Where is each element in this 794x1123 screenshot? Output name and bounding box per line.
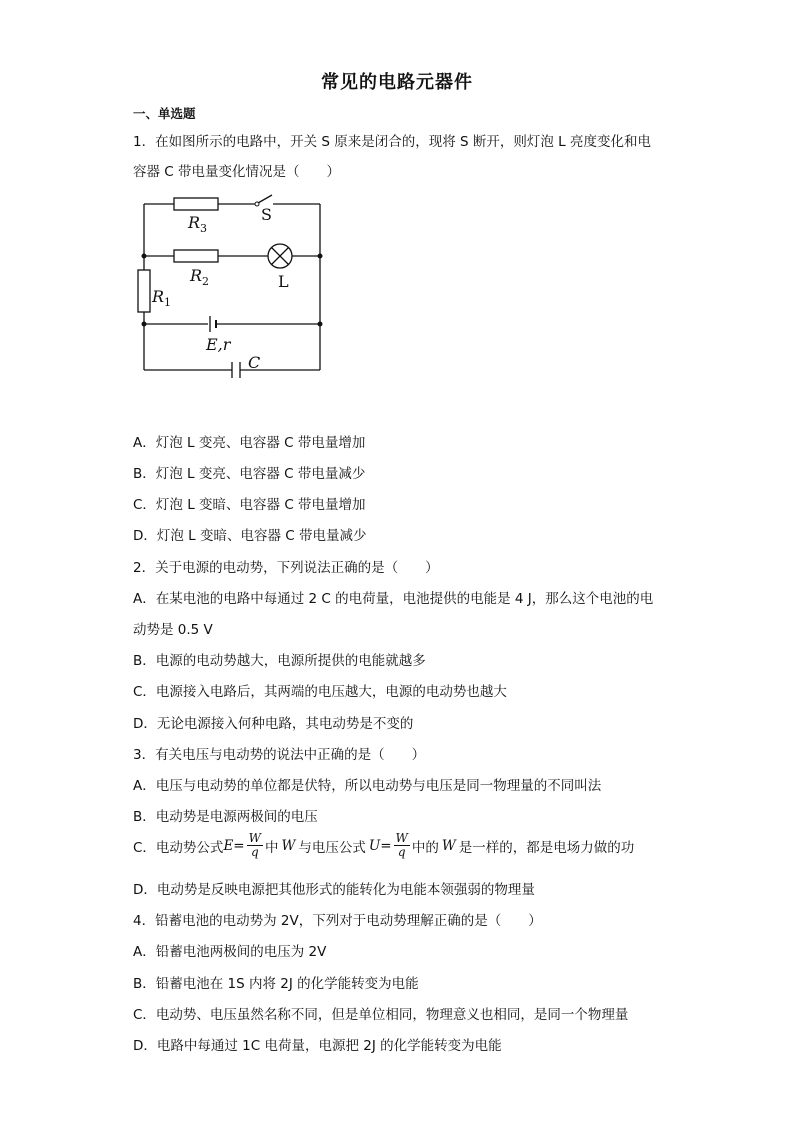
q2-option-a-line1[interactable]: A．在某电池的电路中每通过 2 C 的电荷量，电池提供的电能是 4 J，那么这个电池的电	[133, 591, 654, 607]
q3-option-b[interactable]: B．电动势是电源两极间的电压	[133, 809, 318, 825]
q2-option-b[interactable]: B．电源的电动势越大，电源所提供的电能就越多	[133, 653, 426, 669]
q3-c-mid2: 与电压公式	[298, 839, 366, 856]
junction-dot	[142, 254, 147, 259]
junction-dot	[318, 322, 323, 327]
label-r2: R	[190, 266, 203, 285]
label-s: S	[261, 205, 272, 224]
q4-option-d[interactable]: D．电路中每通过 1C 电荷量，电源把 2J 的化学能转变为电能	[133, 1038, 502, 1054]
q4-option-c[interactable]: C．电动势、电压虽然名称不同，但是单位相同，物理意义也相同，是同一个物理量	[133, 1007, 629, 1023]
q3-c-eq: =	[233, 837, 245, 854]
q3-option-c[interactable]	[133, 832, 634, 859]
q4-stem: 4．铅蓄电池的电动势为 2V，下列对于电动势理解正确的是（ ）	[133, 913, 542, 929]
q1-option-a[interactable]: A．灯泡 L 变亮、电容器 C 带电量增加	[133, 435, 366, 451]
fraction-w-over-q: $\frac{W}{q}$	[248, 831, 261, 859]
label-c: C	[248, 353, 261, 372]
q3-stem: 3．有关电压与电动势的说法中正确的是（ ）	[133, 747, 426, 763]
q3-c-prefix: C．电动势公式	[133, 839, 224, 856]
label-r1-sub: 1	[164, 296, 171, 309]
q1-stem-line1: 1．在如图所示的电路中，开关 S 原来是闭合的，现将 S 断开，则灯泡 L 亮度变化和电	[133, 134, 651, 150]
q2-stem: 2．关于电源的电动势，下列说法正确的是（ ）	[133, 560, 439, 576]
page-title: 常见的电路元器件	[321, 72, 473, 93]
section-heading: 一、单选题	[133, 106, 196, 121]
q2-option-a-line2[interactable]: 动势是 0.5 V	[133, 622, 213, 638]
label-e: E,r	[206, 335, 231, 354]
q3-option-d[interactable]: D．电动势是反映电源把其他形式的能转化为电能本领强弱的物理量	[133, 882, 535, 898]
label-l: L	[278, 272, 289, 291]
q3-c-suffix: 是一样的，都是电场力做的功	[458, 839, 635, 856]
q1-option-d[interactable]: D．灯泡 L 变暗、电容器 C 带电量减少	[133, 528, 367, 544]
q4-option-b[interactable]: B．铅蓄电池在 1S 内将 2J 的化学能转变为电能	[133, 976, 419, 992]
resistor-r3	[174, 198, 218, 210]
q4-option-a[interactable]: A．铅蓄电池两极间的电压为 2V	[133, 944, 327, 960]
q1-stem-line2: 容器 C 带电量变化情况是（ ）	[133, 164, 341, 180]
q3-c-w2: W	[441, 837, 456, 854]
q3-c-eq2: =	[380, 837, 392, 854]
label-r3: R	[188, 213, 201, 232]
fraction-w-over-q-2: $\frac{W}{q}$	[395, 831, 408, 859]
q3-c-w1: W	[281, 837, 296, 854]
junction-dot	[318, 254, 323, 259]
label-r2-sub: 2	[202, 275, 209, 288]
label-r3-sub: 3	[200, 222, 207, 235]
circuit-diagram	[130, 188, 340, 388]
q1-option-c[interactable]: C．灯泡 L 变暗、电容器 C 带电量增加	[133, 497, 366, 513]
q3-option-a[interactable]: A．电压与电动势的单位都是伏特，所以电动势与电压是同一物理量的不同叫法	[133, 778, 602, 794]
q3-c-mid3: 中的	[411, 839, 439, 856]
label-r1: R	[152, 287, 165, 306]
q2-option-d[interactable]: D．无论电源接入何种电路，其电动势是不变的	[133, 716, 414, 732]
resistor-r2	[174, 250, 218, 262]
q2-option-c[interactable]: C．电源接入电路后，其两端的电压越大，电源的电动势也越大	[133, 684, 507, 700]
q3-c-u: U	[368, 837, 381, 854]
switch-contact	[255, 202, 259, 206]
switch-s	[258, 195, 272, 203]
resistor-r1	[138, 270, 150, 312]
q3-c-mid1: 中	[264, 839, 279, 856]
q3-c-e: E	[223, 837, 234, 854]
q1-option-b[interactable]: B．灯泡 L 变亮、电容器 C 带电量减少	[133, 466, 366, 482]
junction-dot	[142, 322, 147, 327]
